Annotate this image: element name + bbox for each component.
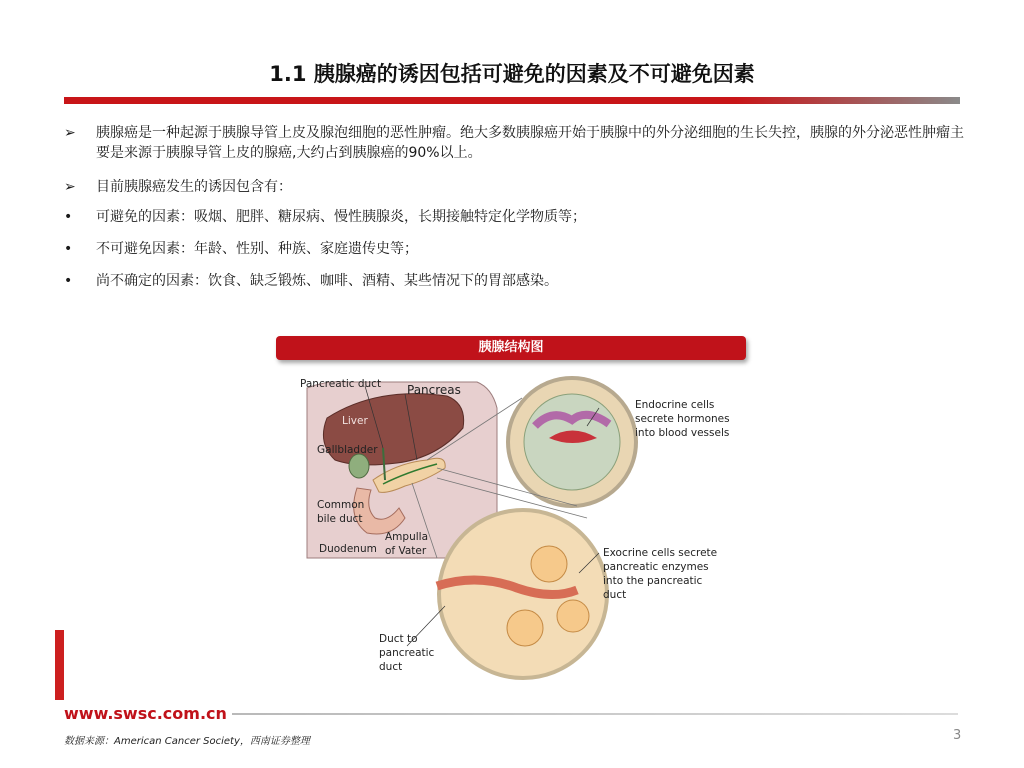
bullet-text: 尚不确定的因素：饮食、缺乏锻炼、咖啡、酒精、某些情况下的胃部感染。 — [96, 273, 558, 289]
footer-url: www.swsc.com.cn — [64, 704, 227, 723]
left-accent-strip — [55, 630, 64, 700]
label-duodenum: Duodenum — [319, 543, 377, 555]
dot-bullet-icon: • — [64, 273, 73, 289]
arrow-bullet-icon: ➢ — [64, 125, 76, 141]
title-underline — [64, 97, 960, 104]
label-liver: Liver — [342, 415, 368, 427]
label-ampulla-of-vater: Ampulla of Vater — [385, 531, 428, 557]
page-title: 1.1 胰腺癌的诱因包括可避免的因素及不可避免因素 — [269, 62, 755, 86]
bullet-text: 目前胰腺癌发生的诱因包含有： — [96, 179, 292, 195]
dot-bullet-icon: • — [64, 241, 73, 257]
label-common-bile-duct: Common bile duct — [317, 499, 365, 525]
label-exocrine-cells: Exocrine cells secrete pancreatic enzymes into the pancreatic duct — [603, 547, 718, 601]
arrow-bullet-icon: ➢ — [64, 179, 76, 195]
bullet-text: 可避免的因素：吸烟、肥胖、糖尿病、慢性胰腺炎，长期接触特定化学物质等； — [96, 209, 586, 225]
label-gallbladder: Gallbladder — [317, 444, 378, 456]
bullet-text: 胰腺癌是一种起源于胰腺导管上皮及腺泡细胞的恶性肿瘤。绝大多数胰腺癌开始于胰腺中的外分泌细胞的生长失控，胰腺的外分泌恶性肿瘤主要是来源于胰腺导管上皮的腺癌,大约占到胰腺癌的90%以上。 — [96, 125, 964, 161]
pancreas-structure-figure — [287, 368, 739, 686]
figure-banner: 胰腺结构图 — [276, 336, 746, 360]
dot-bullet-icon: • — [64, 209, 73, 225]
label-pancreatic-duct: Pancreatic duct — [300, 378, 382, 390]
footer-divider — [232, 713, 958, 715]
label-endocrine-cells: Endocrine cells secrete hormones into blood vessels — [635, 399, 730, 439]
data-source: 数据来源：American Cancer Society，西南证券整理 — [64, 736, 310, 747]
bullet-text: 不可避免因素：年龄、性别、种族、家庭遗传史等； — [96, 241, 418, 257]
label-pancreas: Pancreas — [407, 383, 461, 397]
label-duct-to-pancreatic-duct: Duct to pancreatic duct — [379, 633, 435, 673]
page-number: 3 — [953, 728, 962, 743]
